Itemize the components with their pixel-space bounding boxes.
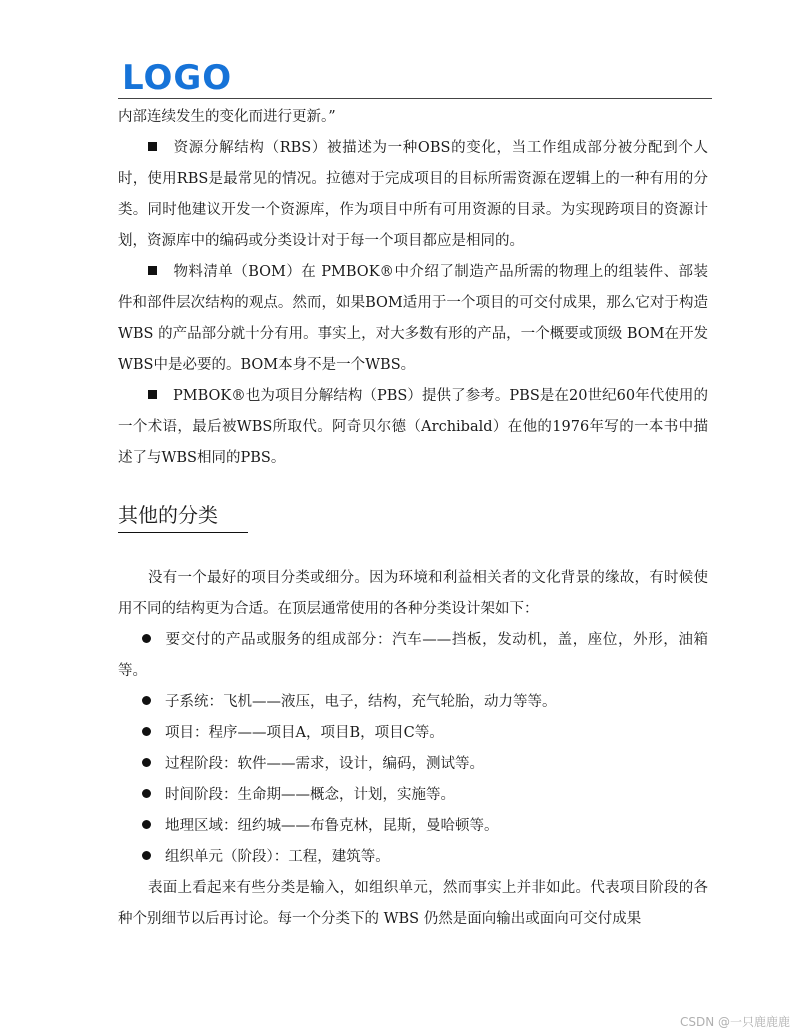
list-item — [118, 625, 708, 687]
paragraph-bom — [118, 257, 708, 381]
list-item-text: 子系统：飞机——液压，电子，结构，充气轮胎，动力等等。 — [165, 694, 557, 710]
list-item — [118, 749, 708, 780]
paragraph-bom-text: 物料清单（BOM）在 PMBOK®中介绍了制造产品所需的物理上的组装件、部装件和部件层次结构的观点。然而，如果BOM适用于一个项目的可交付成果，那么它对于构造 WBS 的产品部分就十分有用。事实上，对大多数有形的产品，一个概要或顶级 BOM在开发WBS中是必要的。BOM本身不是一个WBS。 — [118, 264, 708, 373]
watermark: CSDN @一只鹿鹿鹿 — [679, 1015, 790, 1029]
section-title: 其他的分类 — [118, 498, 248, 533]
square-bullet-icon — [148, 142, 157, 151]
dot-bullet-icon — [142, 789, 151, 798]
paragraph-rbs-text: 资源分解结构（RBS）被描述为一种OBS的变化，当工作组成部分被分配到个人时，使用RBS是最常见的情况。拉德对于完成项目的目标所需资源在逻辑上的一种有用的分类。同时他建议开发一个资源库，作为项目中所有可用资源的目录。为实现跨项目的资源计划，资源库中的编码或分类设计对于每一个项目都应是相同的。 — [118, 140, 708, 249]
dot-bullet-icon — [142, 820, 151, 829]
dot-bullet-icon — [142, 727, 151, 736]
list-item-text: 地理区域：纽约城——布鲁克林，昆斯，曼哈顿等。 — [165, 818, 499, 834]
section-intro: 没有一个最好的项目分类或细分。因为环境和利益相关者的文化背景的缘故，有时候使用不同的结构更为合适。在顶层通常使用的各种分类设计架如下： — [118, 570, 708, 617]
list-item — [118, 780, 708, 811]
header-divider — [118, 98, 712, 99]
list-item-text: 过程阶段：软件——需求，设计，编码，测试等。 — [165, 756, 484, 772]
square-bullet-icon — [148, 390, 157, 399]
dot-bullet-icon — [142, 696, 151, 705]
list-item-text: 组织单元（阶段）：工程，建筑等。 — [165, 849, 390, 865]
logo: LOGO — [122, 58, 233, 98]
document-body — [118, 102, 708, 935]
list-item — [118, 687, 708, 718]
dot-bullet-icon — [142, 758, 151, 767]
list-item — [118, 842, 708, 873]
paragraph-rbs — [118, 133, 708, 257]
list-item-text: 时间阶段：生命期——概念，计划，实施等。 — [165, 787, 455, 803]
paragraph-continuation: 内部连续发生的变化而进行更新。” — [118, 109, 336, 125]
list-item-text: 项目：程序——项目A，项目B，项目C等。 — [165, 725, 444, 741]
list-item — [118, 811, 708, 842]
paragraph-pbs — [118, 381, 708, 474]
section-outro: 表面上看起来有些分类是输入，如组织单元，然而事实上并非如此。代表项目阶段的各种个别细节以后再讨论。每一个分类下的 WBS 仍然是面向输出或面向可交付成果 — [118, 880, 708, 927]
dot-bullet-icon — [142, 634, 151, 643]
list-item — [118, 718, 708, 749]
list-item-text: 要交付的产品或服务的组成部分：汽车——挡板，发动机，盖，座位，外形，油箱等。 — [118, 632, 708, 679]
paragraph-pbs-text: PMBOK®也为项目分解结构（PBS）提供了参考。PBS是在20世纪60年代使用的一个术语，最后被WBS所取代。阿奇贝尔德（Archibald）在他的1976年写的一本书中描述了与WBS相同的PBS。 — [118, 388, 708, 466]
dot-bullet-icon — [142, 851, 151, 860]
square-bullet-icon — [148, 266, 157, 275]
